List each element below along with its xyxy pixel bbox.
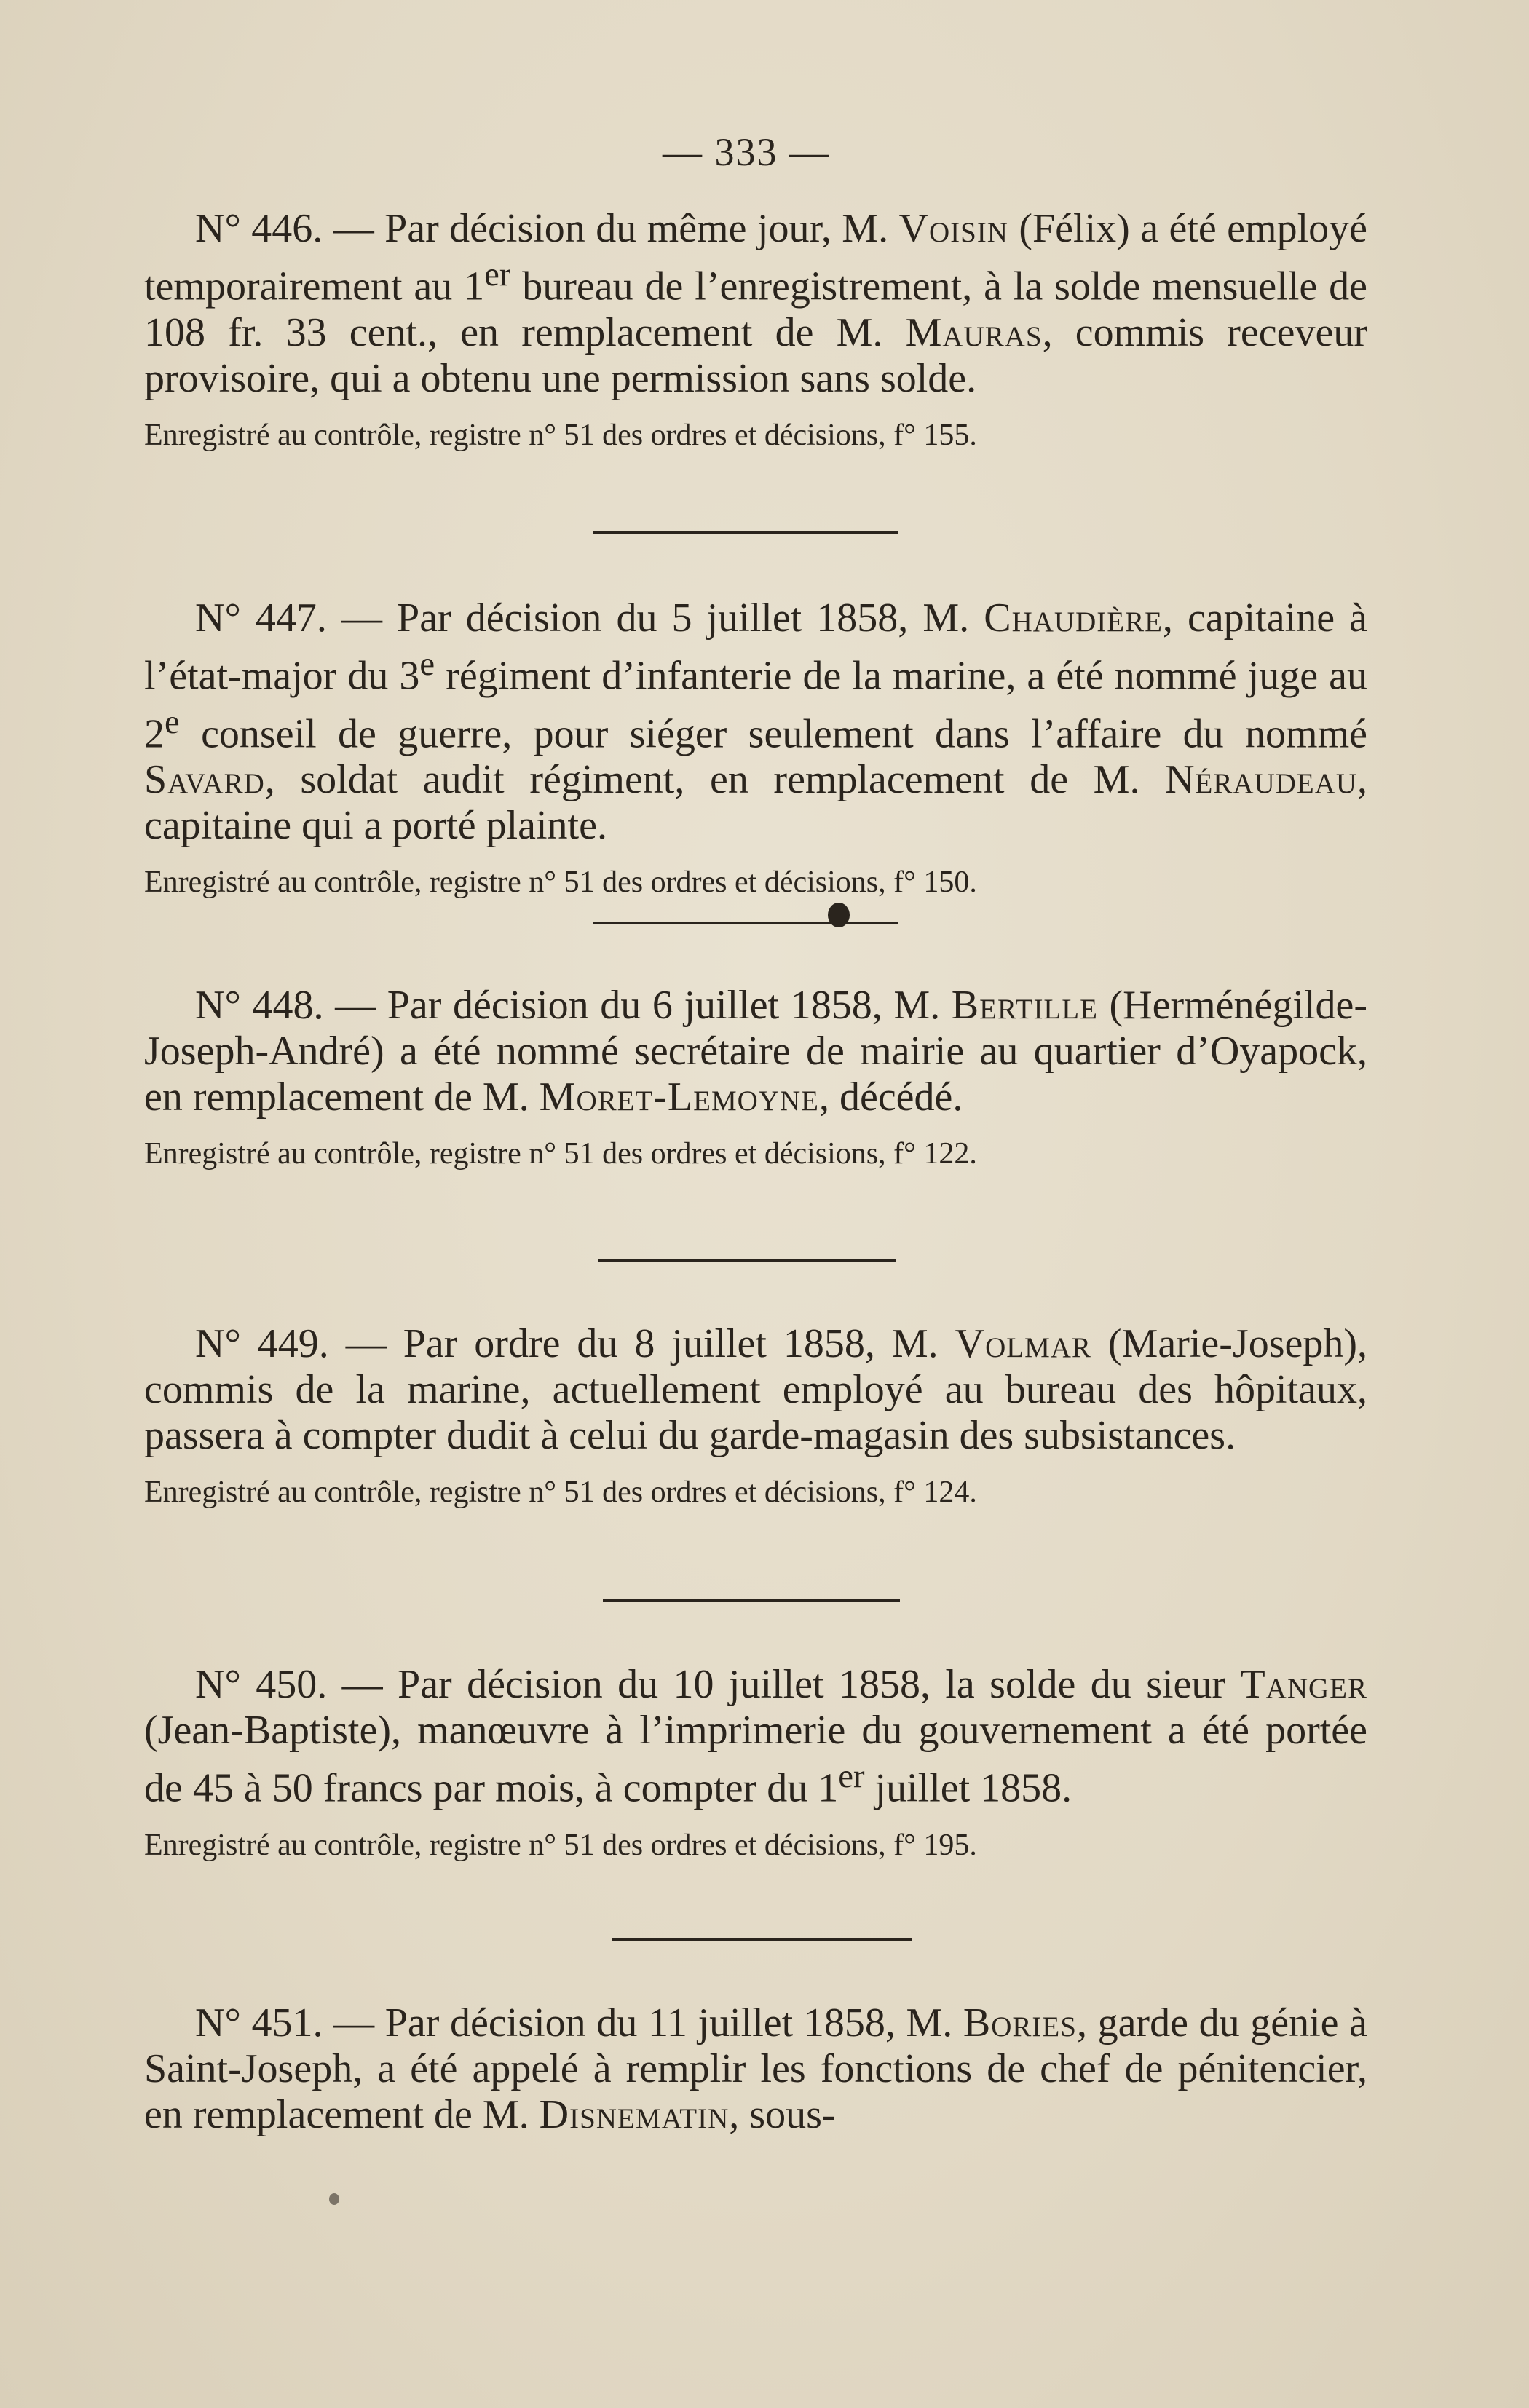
entry-451	[144, 2000, 1367, 2138]
person-name: Voisin	[898, 206, 1008, 251]
entry-text: N° 446. — Par décision du même jour, M. Voisin (Félix) a été employé temporairement au 1er bureau de l’enregistrement, à la solde mensuelle de 108 fr. 33 cent., en remplacement de M. Mauras, commis receveur provisoire, qui a obtenu une permission sans solde.	[144, 206, 1367, 401]
section-divider	[593, 531, 898, 534]
entry-number: N° 449.	[195, 1321, 329, 1366]
section-divider	[603, 1599, 900, 1602]
page-number: — 333 —	[663, 130, 830, 174]
person-name: Tanger	[1240, 1662, 1367, 1707]
entry-number: N° 447.	[195, 595, 327, 641]
person-name: Disnematin	[539, 2092, 730, 2137]
entry-number: N° 446.	[195, 206, 323, 251]
person-name: Néraudeau	[1165, 757, 1357, 803]
entry-text: N° 451. — Par décision du 11 juillet 1858, M. Bories, garde du génie à Saint-Joseph, a été appelé à remplir les fonctions de chef de pénitencier, en remplacement de M. Disnematin, sous-	[144, 2000, 1367, 2137]
person-name: Chaudière	[984, 595, 1163, 641]
ink-blot	[828, 903, 850, 927]
person-name: Volmar	[955, 1321, 1091, 1366]
entry-449	[144, 1321, 1367, 1511]
person-name: Bories	[963, 2000, 1077, 2045]
person-name: Bertille	[951, 983, 1098, 1028]
entry-text: N° 450. — Par décision du 10 juillet 1858, la solde du sieur Tanger (Jean-Baptiste), manœuvre à l’imprimerie du gouvernement a été portée de 45 à 50 francs par mois, à compter du 1er juillet 1858.	[144, 1662, 1367, 1811]
entry-text: N° 448. — Par décision du 6 juillet 1858, M. Bertille (Herménégilde-Joseph-André) a été nommé secrétaire de mairie au quartier d’Oyapock, en remplacement de M. Moret-Lemoyne, décédé.	[144, 983, 1368, 1120]
person-name: Moret-Lemoyne	[539, 1074, 819, 1120]
entry-448	[144, 983, 1367, 1173]
registration-note: Enregistré au contrôle, registre n° 51 des ordres et décisions, f° 150.	[144, 866, 977, 900]
section-divider	[593, 922, 898, 924]
registration-note: Enregistré au contrôle, registre n° 51 des ordres et décisions, f° 155.	[144, 418, 977, 452]
entry-446	[144, 206, 1367, 454]
person-name: Savard	[144, 757, 265, 803]
entry-text: N° 447. — Par décision du 5 juillet 1858, M. Chaudière, capitaine à l’état-major du 3e régiment d’infanterie de la marine, a été nommé juge au 2e conseil de guerre, pour siéger seulement dans l’affaire du nommé Savard, soldat audit régiment, en remplacement de M. Néraudeau, capitaine qui a porté plainte.	[144, 595, 1367, 849]
entry-447	[144, 595, 1367, 901]
section-divider	[598, 1259, 896, 1262]
registration-note: Enregistré au contrôle, registre n° 51 des ordres et décisions, f° 122.	[144, 1137, 977, 1171]
registration-note: Enregistré au contrôle, registre n° 51 des ordres et décisions, f° 195.	[144, 1828, 977, 1862]
entry-number: N° 448.	[195, 983, 324, 1028]
entry-450	[144, 1662, 1367, 1864]
entry-number: N° 451.	[195, 2000, 323, 2045]
person-name: Mauras	[905, 309, 1043, 355]
ink-spot	[329, 2193, 339, 2205]
section-divider	[612, 1938, 912, 1941]
registration-note: Enregistré au contrôle, registre n° 51 des ordres et décisions, f° 124.	[144, 1476, 977, 1509]
entry-number: N° 450.	[195, 1662, 328, 1707]
entry-text: N° 449. — Par ordre du 8 juillet 1858, M. Volmar (Marie-Joseph), commis de la marine, actuellement employé au bureau des hôpitaux, passera à compter dudit à celui du garde-magasin des subsistances.	[144, 1321, 1367, 1458]
